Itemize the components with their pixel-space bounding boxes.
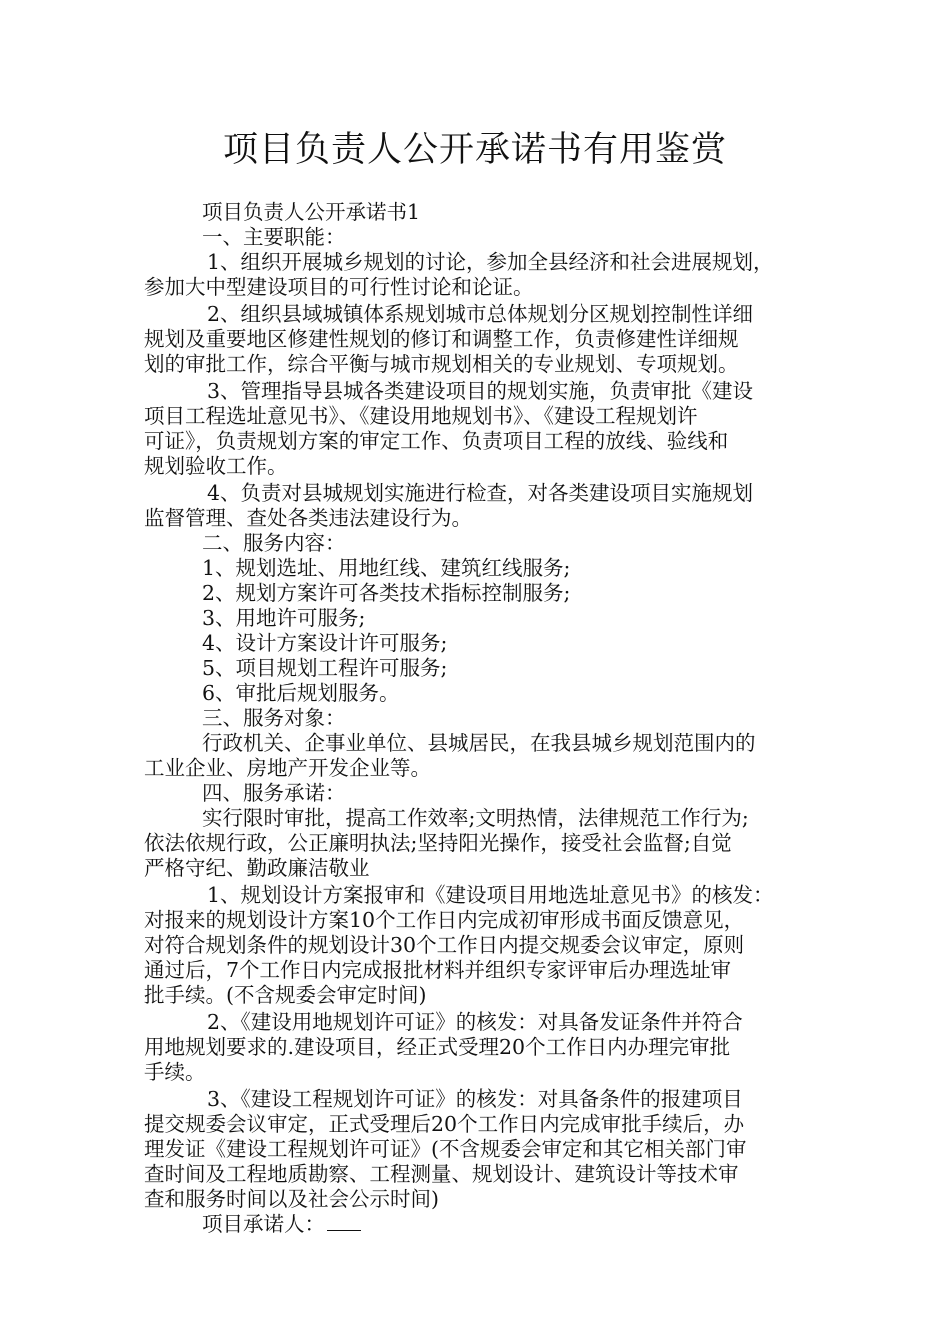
paragraph-line: 实行限时审批，提高工作效率;文明热情，法律规范工作行为; (202, 806, 749, 830)
list-item: 4、设计方案设计许可服务; (202, 631, 448, 655)
paragraph-line: 查和服务时间以及社会公示时间) (144, 1187, 439, 1211)
document-body (144, 200, 827, 1237)
paragraph-line: 1、规划设计方案报审和《建设项目用地选址意见书》的核发： (207, 883, 774, 907)
paragraph-line: 批手续。(不含规委会审定时间) (144, 983, 427, 1007)
paragraph-line: 监督管理、查处各类违法建设行为。 (144, 506, 472, 530)
paragraph-line: 严格守纪、勤政廉洁敬业 (144, 856, 370, 880)
paragraph-line: 3、《建设工程规划许可证》的核发：对具备条件的报建项目 (207, 1087, 743, 1111)
paragraph-line: 对符合规划条件的规划设计30个工作日内提交规委会议审定，原则 (144, 933, 745, 957)
paragraph-line: 理发证《建设工程规划许可证》(不含规委会审定和其它相关部门审 (144, 1137, 747, 1161)
paragraph-line: 项目工程选址意见书》、《建设用地规划书》、《建设工程规划许 (144, 404, 698, 428)
paragraph-line: 查时间及工程地质勘察、工程测量、规划设计、建筑设计等技术审 (144, 1162, 739, 1186)
paragraph-line: 提交规委会议审定，正式受理后20个工作日内完成审批手续后，办 (144, 1112, 745, 1136)
list-item: 1、规划选址、用地红线、建筑红线服务; (202, 556, 571, 580)
list-item: 5、项目规划工程许可服务; (202, 656, 448, 680)
paragraph-line: 手续。 (144, 1060, 206, 1084)
paragraph-line: 行政机关、企事业单位、县城居民，在我县城乡规划范围内的 (202, 731, 756, 755)
paragraph-line: 对报来的规划设计方案10个工作日内完成初审形成书面反馈意见， (144, 908, 745, 932)
paragraph-line: 2、《建设用地规划许可证》的核发：对具备发证条件并符合 (207, 1010, 743, 1034)
signature-label: 项目承诺人： (202, 1212, 325, 1236)
paragraph-line: 参加大中型建设项目的可行性讨论和论证。 (144, 275, 534, 299)
signature-line (144, 1212, 827, 1237)
paragraph-line: 3、管理指导县城各类建设项目的规划实施，负责审批《建设 (207, 379, 754, 403)
paragraph-line: 用地规划要求的.建设项目，经正式受理20个工作日内办理完审批 (144, 1035, 731, 1059)
signature-blank (327, 1212, 361, 1231)
paragraph-line: 通过后，7个工作日内完成报批材料并组织专家评审后办理选址审 (144, 958, 732, 982)
section-heading: 二、服务内容： (202, 531, 346, 555)
section-heading: 一、主要职能： (202, 225, 346, 249)
paragraph-line: 规划验收工作。 (144, 454, 288, 478)
paragraph-line: 2、组织县域城镇体系规划城市总体规划分区规划控制性详细 (207, 302, 754, 326)
doc-heading: 项目负责人公开承诺书1 (202, 200, 421, 224)
document-title: 项目负责人公开承诺书有用鉴赏 (222, 130, 727, 170)
paragraph-line: 可证》，负责规划方案的审定工作、负责项目工程的放线、验线和 (144, 429, 729, 453)
list-item: 2、规划方案许可各类技术指标控制服务; (202, 581, 571, 605)
paragraph-line: 4、负责对县城规划实施进行检查，对各类建设项目实施规划 (207, 481, 754, 505)
paragraph-line: 划的审批工作，综合平衡与城市规划相关的专业规划、专项规划。 (144, 352, 739, 376)
section-heading: 四、服务承诺： (202, 781, 346, 805)
paragraph-line: 依法依规行政，公正廉明执法;坚持阳光操作，接受社会监督;自觉 (144, 831, 732, 855)
paragraph-line: 1、组织开展城乡规划的讨论，参加全县经济和社会进展规划， (207, 250, 774, 274)
paragraph-line: 规划及重要地区修建性规划的修订和调整工作，负责修建性详细规 (144, 327, 739, 351)
list-item: 3、用地许可服务; (202, 606, 366, 630)
list-item: 6、审批后规划服务。 (202, 681, 400, 705)
section-heading: 三、服务对象： (202, 706, 346, 730)
paragraph-line: 工业企业、房地产开发企业等。 (144, 756, 431, 780)
